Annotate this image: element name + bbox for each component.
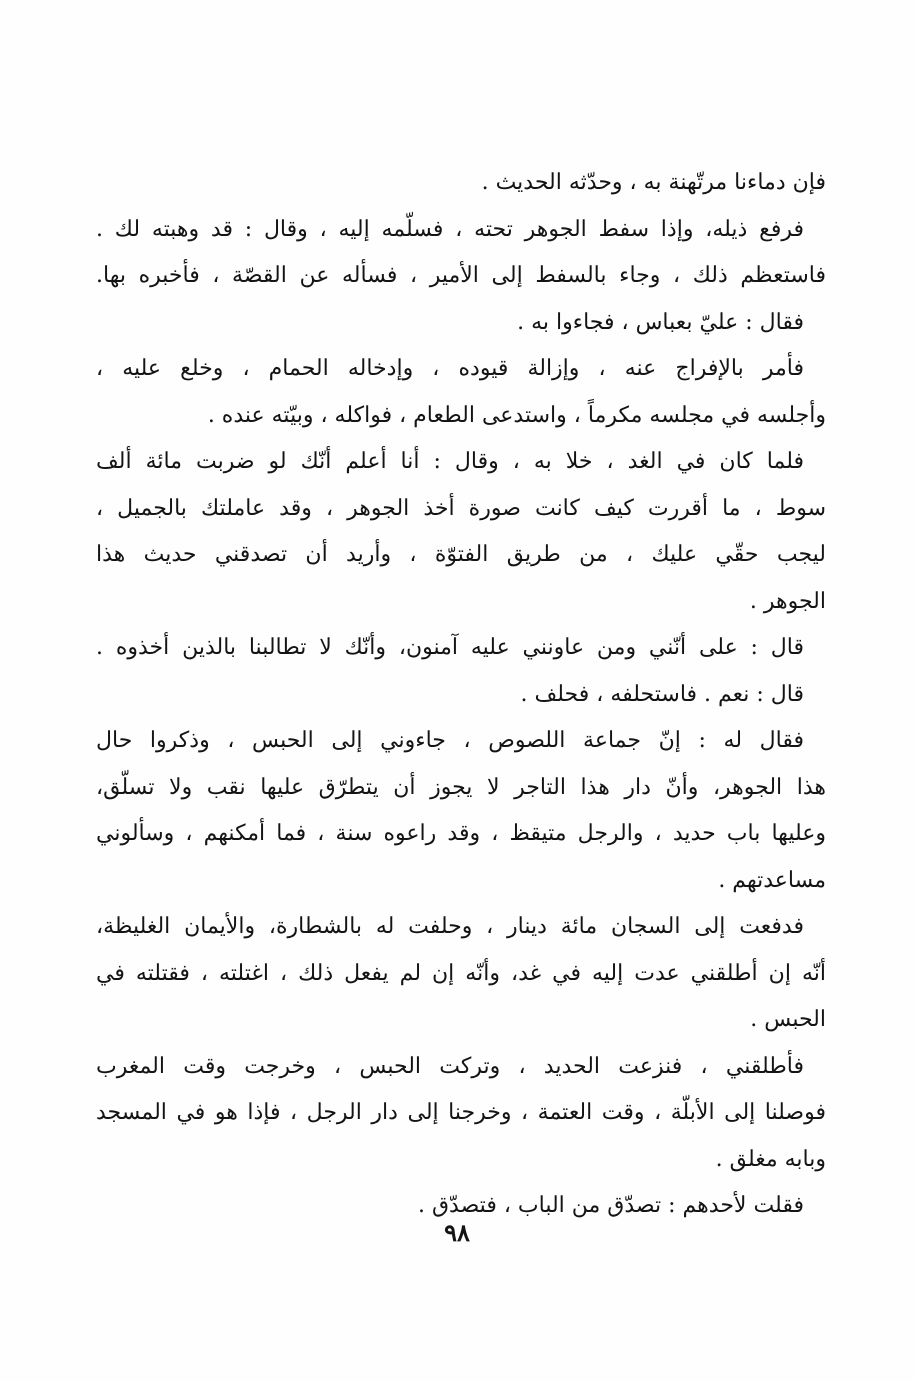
text-line: فقال : عليّ بعباس ، فجاءوا به .: [517, 309, 804, 335]
text-line: فأمر بالإفراج عنه ، وإزالة قيوده ، وإدخاله الحمام ، وخلع عليه ،: [96, 356, 804, 381]
text-line: وعليها باب حديد ، والرجل متيقظ ، وقد راعوه سنة ، فما أمكنهم ، وسألوني: [96, 821, 826, 846]
text-line: هذا الجوهر، وأنّ دار هذا التاجر لا يجوز أن يتطرّق عليها نقب ولا تسلّق،: [96, 774, 826, 800]
text-line: سوط ، ما أقررت كيف كانت صورة أخذ الجوهر ، وقد عاملتك بالجميل ،: [96, 495, 826, 521]
text-line: وأجلسه في مجلسه مكرماً ، واستدعى الطعام ، فواكله ، وبيّته عنده .: [207, 402, 826, 428]
text-line: فلما كان في الغد ، خلا به ، وقال : أنا أعلم أنّك لو ضربت مائة ألف: [96, 449, 804, 474]
text-line: الجوهر .: [749, 588, 826, 614]
text-line: فدفعت إلى السجان مائة دينار ، وحلفت له بالشطارة، والأيمان الغليظة،: [96, 914, 804, 939]
text-line: فأطلقني ، فنزعت الحديد ، وتركت الحبس ، وخرجت وقت المغرب: [96, 1053, 804, 1079]
text-line: فإن دماءنا مرتّهنة به ، وحدّثه الحديث .: [481, 170, 826, 195]
text-line: فوصلنا إلى الأبلّة ، وقت العتمة ، وخرجنا إلى دار الرجل ، فإذا هو في المسجد: [96, 1100, 826, 1125]
text-line: الحبس .: [750, 1007, 826, 1032]
text-line: فقال له : إنّ جماعة اللصوص ، جاءوني إلى الحبس ، وذكروا حال: [96, 728, 804, 753]
body-text: [96, 160, 826, 1230]
page-number: ٩٨: [444, 1218, 470, 1247]
text-line: وبابه مغلق .: [715, 1146, 826, 1172]
text-line: فقلت لأحدهم : تصدّق من الباب ، فتصدّق .: [418, 1193, 804, 1218]
text-line: قال : على أنّني ومن عاونني عليه آمنون، وأنّك لا تطالبنا بالذين أخذوه .: [96, 635, 804, 660]
text-line: مساعدتهم .: [718, 867, 826, 893]
text-line: أنّه إن أطلقني عدت إليه في غد، وأنّه إن لم يفعل ذلك ، اغتلته ، فقتلته في: [96, 960, 826, 986]
text-line: فرفع ذيله، وإذا سفط الجوهر تحته ، فسلّمه إليه ، وقال : قد وهبته لك .: [96, 216, 804, 242]
text-line: قال : نعم . فاستحلفه ، فحلف .: [520, 681, 804, 707]
text-line: فاستعظم ذلك ، وجاء بالسفط إلى الأمير ، فسأله عن القصّة ، فأخبره بها.: [96, 263, 826, 288]
text-line: ليجب حقّي عليك ، من طريق الفتوّة ، وأريد أن تصدقني حديث هذا: [96, 542, 826, 567]
